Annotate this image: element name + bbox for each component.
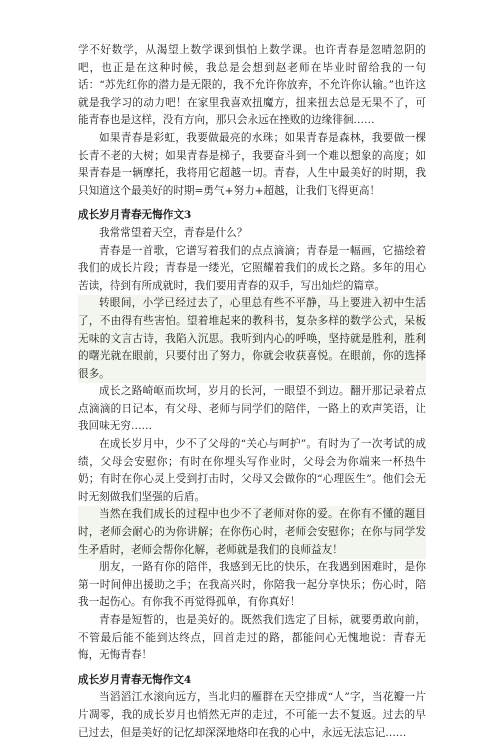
document-body <box>78 42 426 742</box>
paragraph: 青春是短暂的，也是美好的。既然我们选定了目标，就要勇敢向前，不管最后能不能到达终点，回首走过的路，都能问心无愧地说：青春无悔，无悔青春！ <box>78 614 426 662</box>
paragraph: 当滔滔江水滚向远方，当北归的雁群在天空排成“人”字，当花瓣一片片凋零，我的成长岁月也悄然无声的走过，不可能一去不复返。过去的早已过去，但是美好的记忆却深深地烙印在我的心中，永远无法忘记…… <box>78 691 426 739</box>
paragraph: 青春是一首歌，它谱写着我们的点点滴滴；青春是一幅画，它描绘着我们的成长片段；青春是一缕光，它照耀着我们的成长之路。多年的用心苦读，待到有所成就时，我们要用青春的双手，写出灿烂的篇章。 <box>78 244 426 292</box>
section-gap <box>78 200 426 207</box>
section-heading: 成长岁月青春无悔作文3 <box>78 209 192 222</box>
section-gap <box>78 665 426 672</box>
paragraph: 成长之路崎岖而坎坷，岁月的长河，一眼望不到边。翻开那记录着点点滴滴的日记本，有父母、老师与同学们的陪伴，一路上的欢声笑语，让我回味无穷…… <box>78 385 426 433</box>
paragraph: 朋友，一路有你的陪伴，我感到无比的快乐，在我遇到困难时，是你第一时间伸出援助之手；在我高兴时，你陪我一起分享快乐；伤心时，陪我一起伤心。有你我不再觉得孤单，有你真好！ <box>78 561 426 609</box>
paragraph: 我常常望着天空，青春是什么？ <box>99 226 248 239</box>
paragraph: 如果青春是彩虹，我要做最亮的水珠；如果青春是森林，我要做一棵长青不老的大树；如果青春是梯子，我要奋斗到一个难以想象的高度；如果青春是一辆摩托，我将用它超越一切。青春，人生中最美好的时期，我只知道这个最美好的时期=勇气+努力+超越，让我们飞得更高！ <box>78 131 426 197</box>
section-heading: 成长岁月青春无悔作文4 <box>78 673 192 686</box>
paragraph: 在成长岁月中，少不了父母的“关心与呵护”。有时为了一次考试的成绩，父母会安慰你；有时在你埋头写作业时，父母会为你端来一杯热牛奶；有时在你心灵上受到打击时，父母又会做你的“心理医生”。他们会无时无刻做我们坚强的后盾。 <box>78 438 426 503</box>
paragraph: 当然在我们成长的过程中也少不了老师对你的爱。在你有不懂的题目时，老师会耐心的为你讲解；在你伤心时，老师会安慰你；在你与同学发生矛盾时，老师会帮你化解，老师就是我们的良师益友！ <box>78 506 426 559</box>
paragraph: 学不好数学，从渴望上数学课到惧怕上数学课。也许青春是忽晴忽阴的吧，也正是在这种时候，我总是会想到赵老师在毕业时留给我的一句话：“苏先红你的潜力是无限的，我不允许你放弃，不允许你认输。”也许这就是我学习的动力吧！在家里我喜欢扭魔方，扭来扭去总是无果不了，可能青春也是这样，没有方向，那只会永远在挫败的边缘徘徊…… <box>78 44 426 127</box>
paragraph: 转眼间，小学已经过去了，心里总有些不平静，马上要进入初中生活了，不由得有些害怕。望着堆起来的教科书，复杂多样的数学公式，呆板无味的文言古诗，我陷入沉思。我听到内心的呼唤，坚持就是胜利，胜利的曙光就在眼前，只要付出了努力，你就会收获喜悦。在眼前，你的选择很多。 <box>78 295 426 383</box>
